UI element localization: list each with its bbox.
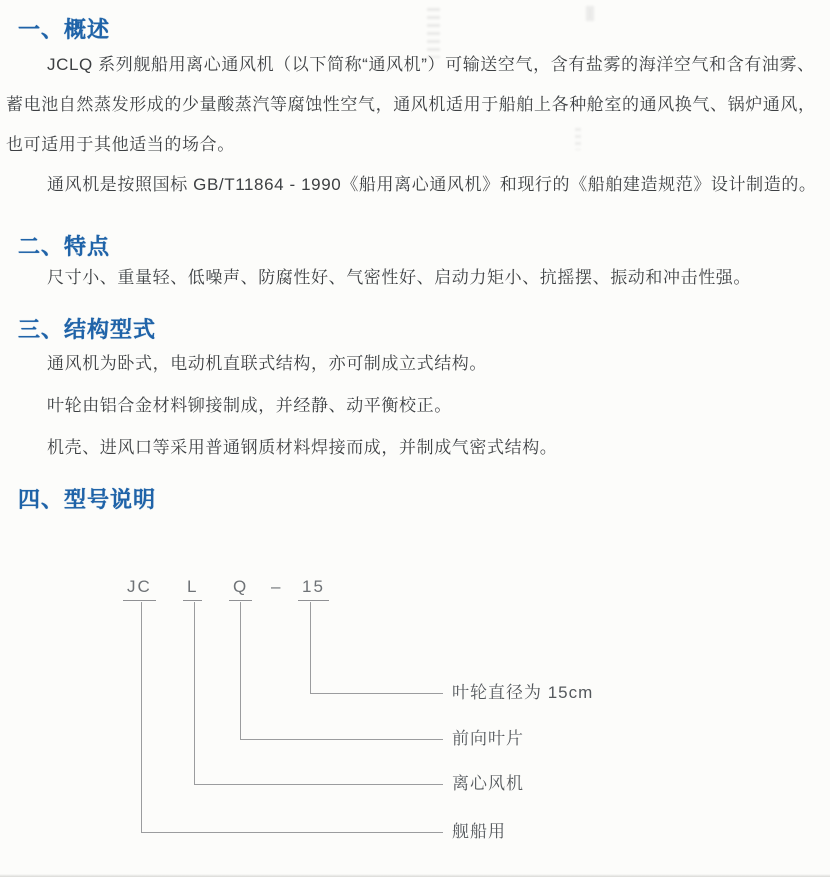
diagram-label-centrifugal-fan: 离心风机 bbox=[452, 774, 524, 793]
model-code-15: 15 bbox=[298, 577, 329, 601]
section-heading-model-designation: 四、型号说明 bbox=[18, 487, 157, 512]
diagram-label-impeller-diameter: 叶轮直径为 15cm bbox=[452, 683, 594, 702]
model-code-jc: JC bbox=[123, 577, 156, 601]
model-code-dash: – bbox=[271, 577, 281, 596]
connector-line-q bbox=[240, 739, 443, 740]
structure-paragraph-2: 叶轮由铝合金材料铆接制成，并经静、动平衡校正。 bbox=[47, 396, 452, 415]
diagram-label-forward-blade: 前向叶片 bbox=[452, 729, 524, 748]
model-code-l: L bbox=[183, 577, 202, 601]
connector-line-jc bbox=[141, 832, 443, 833]
section-heading-overview: 一、概述 bbox=[18, 17, 111, 42]
structure-paragraph-1: 通风机为卧式，电动机直联式结构，亦可制成立式结构。 bbox=[47, 354, 487, 373]
scan-artifact bbox=[586, 6, 594, 21]
features-paragraph: 尺寸小、重量轻、低噪声、防腐性好、气密性好、启动力矩小、抗摇摆、振动和冲击性强。 bbox=[47, 268, 751, 287]
structure-paragraph-3: 机壳、进风口等采用普通钢质材料焊接而成，并制成气密式结构。 bbox=[47, 438, 558, 457]
connector-line-q bbox=[240, 602, 241, 739]
model-code-q: Q bbox=[229, 577, 252, 601]
connector-line-l bbox=[194, 602, 195, 784]
connector-line-15 bbox=[310, 693, 443, 694]
connector-line-l bbox=[194, 784, 443, 785]
overview-paragraph-1: JCLQ 系列舰船用离心通风机（以下简称“通风机”）可输送空气，含有盐雾的海洋空气和含有油雾、蓄电池自然蒸发形成的少量酸蒸汽等腐蚀性空气，通风机适用于船舶上各种舱室的通风换气、锅炉通风，也可适用于其他适当的场合。 bbox=[6, 55, 816, 154]
section-heading-structure: 三、结构型式 bbox=[18, 317, 157, 342]
diagram-label-naval-ship-use: 舰船用 bbox=[452, 822, 506, 841]
connector-line-15 bbox=[310, 602, 311, 693]
connector-line-jc bbox=[141, 602, 142, 832]
overview-paragraph-2: 通风机是按照国标 GB/T11864 - 1990《船用离心通风机》和现行的《船舶建造规范》设计制造的。 bbox=[47, 175, 817, 194]
section-heading-features: 二、特点 bbox=[18, 234, 111, 259]
